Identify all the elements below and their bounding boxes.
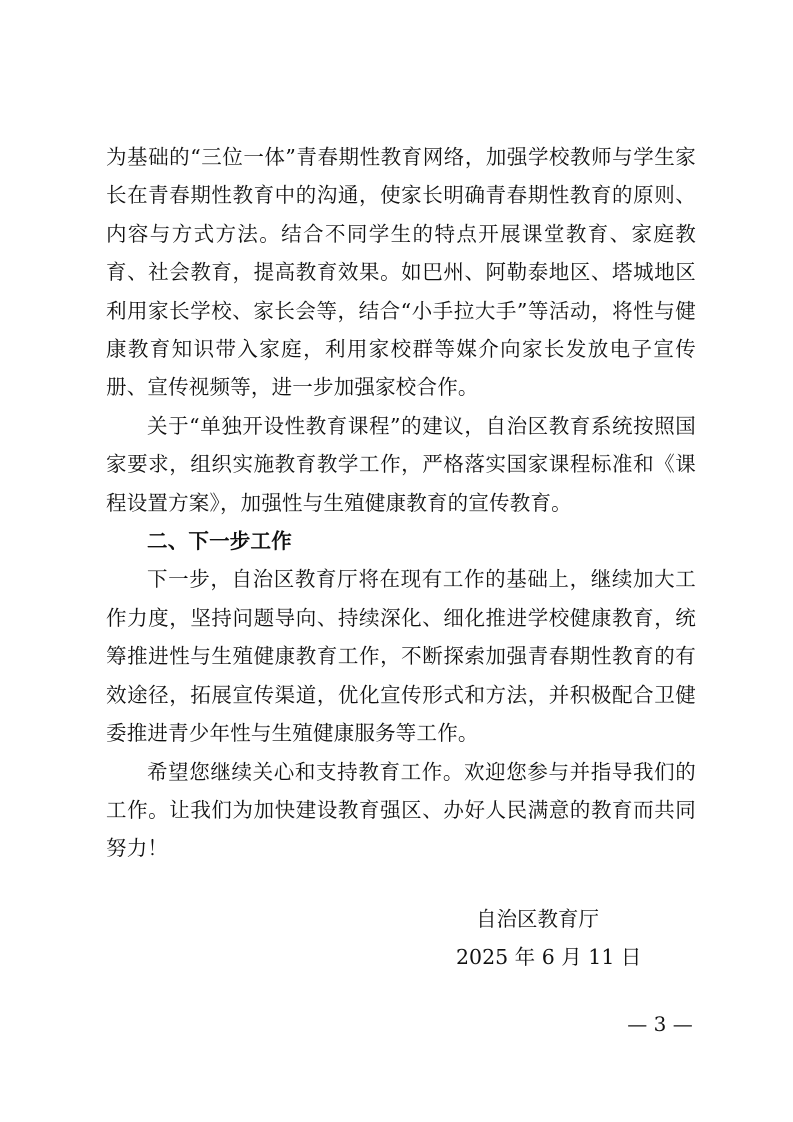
page-number: — 3 — [627,1012,693,1036]
paragraph-closing: 希望您继续关心和支持教育工作。欢迎您参与并指导我们的工作。让我们为加快建设教育强区、办好人民满意的教育而共同努力！ [106,759,696,861]
signature-block [456,900,696,977]
paragraph-next-steps: 下一步，自治区教育厅将在现有工作的基础上，继续加大工作力度，坚持问题导向、持续深化、细化推进学校健康教育，统筹推进性与生殖健康教育工作，不断探索加强青春期性教育的有效途径，拓展宣传渠道，优化宣传形式和方法，并积极配合卫健委推进青少年性与生殖健康服务等工作。 [106,567,696,746]
signature-date: 2025 年 6 月 11 日 [456,945,642,970]
paragraph-sex-education-course: 关于“单独开设性教育课程”的建议，自治区教育系统按照国家要求，组织实施教育教学工作，严格落实国家课程标准和《课程设置方案》，加强性与生殖健康教育的宣传教育。 [106,413,696,515]
section-heading-next-steps: 二、下一步工作 [147,529,292,554]
paragraph-continuation: 为基础的“三位一体”青春期性教育网络，加强学校教师与学生家长在青春期性教育中的沟通，使家长明确青春期性教育的原则、内容与方式方法。结合不同学生的特点开展课堂教育、家庭教育、社会教育，提高教育效果。如巴州、阿勒泰地区、塔城地区利用家长学校、家长会等，结合“小手拉大手”等活动，将性与健康教育知识带入家庭，利用家校群等媒介向家长发放电子宣传册、宣传视频等，进一步加强家校合作。 [106,145,696,400]
signature-organization: 自治区教育厅 [476,907,599,931]
document-body [106,138,696,868]
